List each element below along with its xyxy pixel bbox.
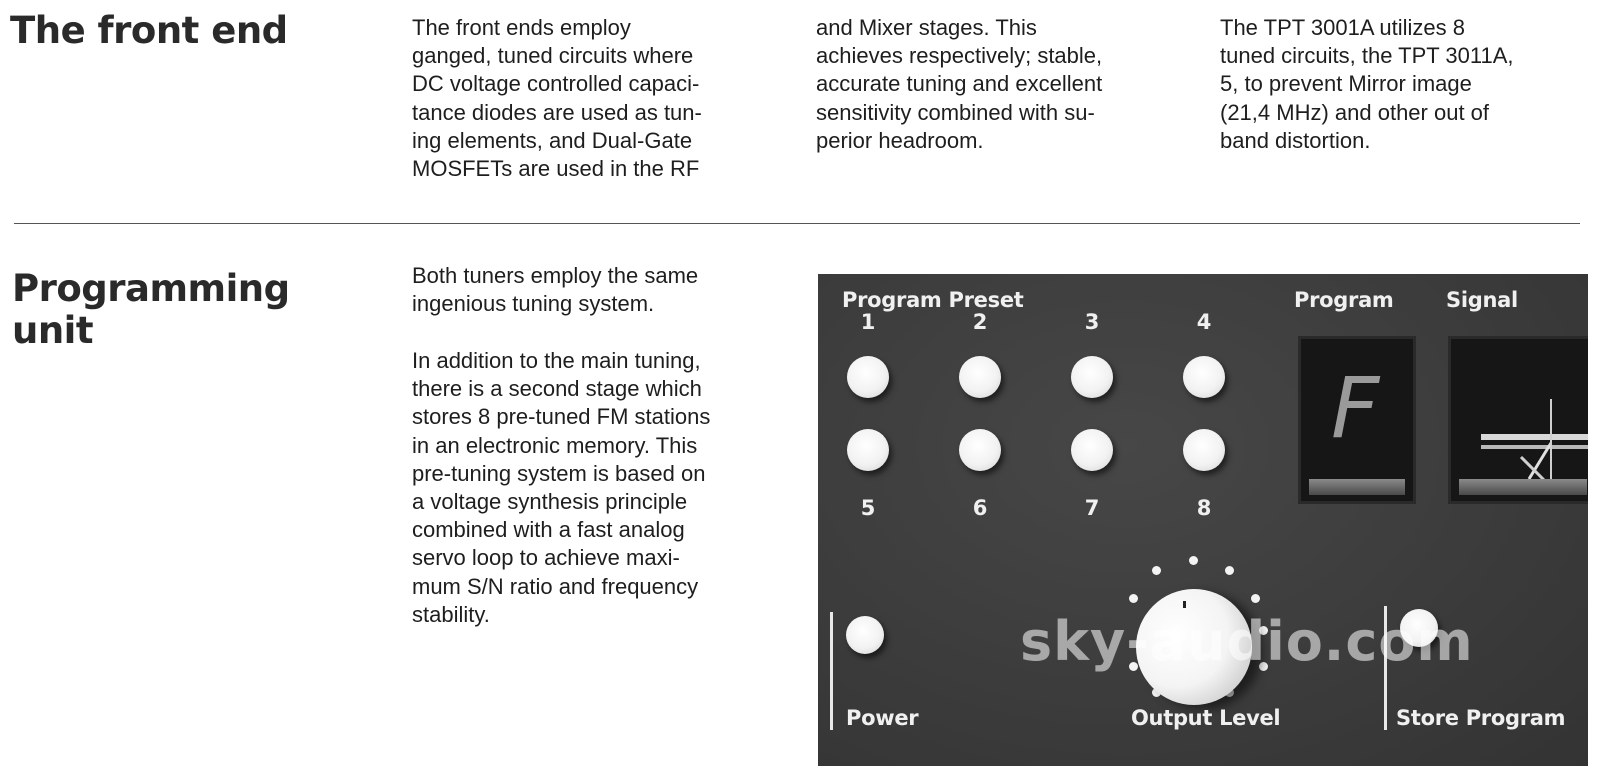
preset-button-8[interactable] bbox=[1183, 429, 1225, 471]
programming-unit-heading-line2: unit bbox=[12, 309, 94, 352]
program-label: Program bbox=[1294, 288, 1394, 312]
preset-button-5[interactable] bbox=[847, 429, 889, 471]
power-divider-line bbox=[830, 612, 833, 730]
preset-button-2[interactable] bbox=[959, 356, 1001, 398]
front-end-heading: The front end bbox=[10, 9, 288, 52]
front-end-column-3: The TPT 3001A utilizes 8 tuned circuits, the TPT 3011A, 5, to prevent Mirror image (21,4 MHz) and other out of band distortion. bbox=[1220, 15, 1514, 153]
programming-unit-intro: Both tuners employ the same ingenious tuning system. bbox=[412, 263, 699, 317]
preset-number-8: 8 bbox=[1196, 496, 1212, 520]
front-end-column-1: The front ends employ ganged, tuned circuits where DC voltage controlled capaci- tance diodes are used as tun- ing elements, and Dual-Gate MOSFETs are used in the RF bbox=[412, 15, 702, 182]
level-dot bbox=[1251, 594, 1260, 603]
output-level-label: Output Level bbox=[1131, 706, 1281, 730]
signal-meter bbox=[1448, 336, 1588, 504]
preset-number-5: 5 bbox=[860, 496, 876, 520]
section-divider bbox=[14, 223, 1580, 224]
programming-unit-panel-photo bbox=[818, 274, 1588, 766]
power-button[interactable] bbox=[846, 616, 884, 654]
signal-label: Signal bbox=[1446, 288, 1518, 312]
watermark: sky-audio.com bbox=[1020, 610, 1474, 673]
signal-meter-base bbox=[1459, 479, 1587, 495]
preset-number-1: 1 bbox=[860, 310, 876, 334]
preset-number-6: 6 bbox=[972, 496, 988, 520]
level-dot bbox=[1152, 566, 1161, 575]
preset-button-3[interactable] bbox=[1071, 356, 1113, 398]
program-display-base bbox=[1309, 479, 1405, 495]
store-program-label: Store Program bbox=[1396, 706, 1566, 730]
program-display bbox=[1298, 336, 1416, 504]
preset-number-7: 7 bbox=[1084, 496, 1100, 520]
level-dot bbox=[1189, 556, 1198, 565]
programming-unit-body: In addition to the main tuning, there is a second stage which stores 8 pre-tuned FM stations in an electronic memory. This pre-tuning system is based on a voltage synthesis principle combined with a fast analog servo loop to achieve maxi- mum S/N ratio and frequency stability. bbox=[412, 348, 711, 627]
front-end-column-2: and Mixer stages. This achieves respectively; stable, accurate tuning and excellent sensitivity combined with su- perior headroom. bbox=[816, 15, 1103, 153]
preset-button-1[interactable] bbox=[847, 356, 889, 398]
preset-button-4[interactable] bbox=[1183, 356, 1225, 398]
preset-number-4: 4 bbox=[1196, 310, 1212, 334]
preset-button-6[interactable] bbox=[959, 429, 1001, 471]
programming-unit-heading-line1: Programming bbox=[12, 267, 290, 310]
programming-unit-heading bbox=[12, 268, 290, 352]
preset-number-3: 3 bbox=[1084, 310, 1100, 334]
level-dot bbox=[1225, 566, 1234, 575]
program-preset-label: Program Preset bbox=[842, 288, 1024, 312]
knob-indicator bbox=[1183, 601, 1186, 608]
preset-number-2: 2 bbox=[972, 310, 988, 334]
power-label: Power bbox=[846, 706, 919, 730]
level-dot bbox=[1129, 594, 1138, 603]
preset-button-7[interactable] bbox=[1071, 429, 1113, 471]
program-display-character: F bbox=[1331, 359, 1380, 457]
